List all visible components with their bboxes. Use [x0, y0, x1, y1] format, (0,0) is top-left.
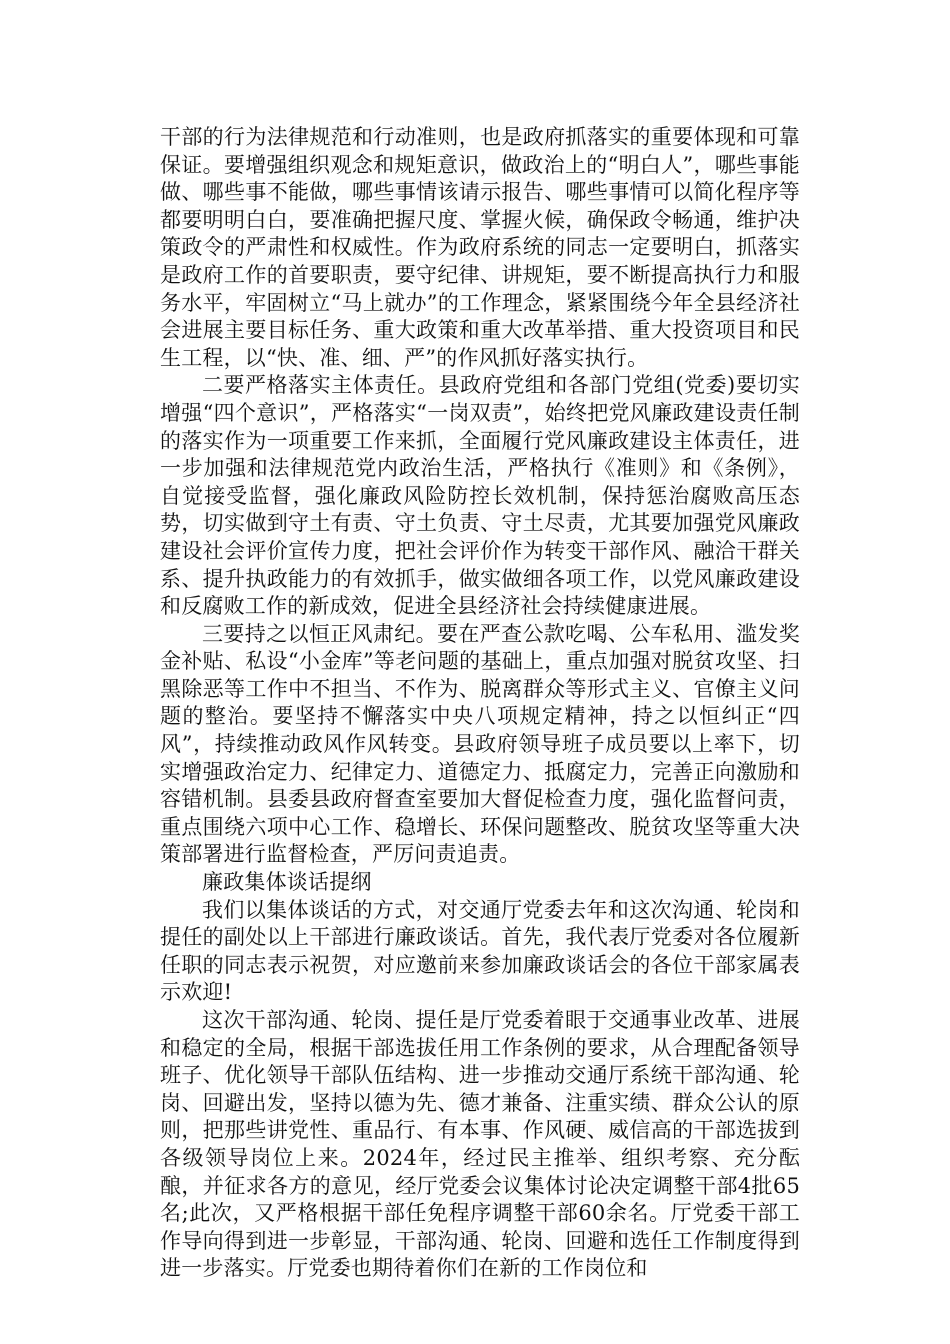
paragraph-cadre-rotation: 这次干部沟通、轮岗、提任是厅党委着眼于交通事业改革、进展和稳定的全局，根据干部选拔任用工作条例的要求，从合理配备领导班子、优化领导干部队伍结构、进一步推动交通厅系统干部沟通、轮岗、回避出发，坚持以德为先、德才兼备、注重实绩、群众公认的原则，把那些讲党性、重品行、有本事、作风硬、威信高的干部选拔到各级领导岗位上来。2024年，经过民主推举、组织考察、充分酝酿，并征求各方的意见，经厅党委会议集体讨论决定调整干部4批65名;此次，又严格根据干部任免程序调整干部60余名。厅党委干部工作导向得到进一步彰显，干部沟通、轮岗、回避和选任工作制度得到进一步落实。厅党委也期待着你们在新的工作岗位和	[160, 1008, 800, 1281]
paragraph-main-responsibility: 二要严格落实主体责任。县政府党组和各部门党组(党委)要切实增强“四个意识”，严格落实“一岗双责”，始终把党风廉政建设责任制的落实作为一项重要工作来抓，全面履行党风廉政建设主体责任，进一步加强和法律规范党内政治生活，严格执行《准则》和《条例》，自觉接受监督，强化廉政风险防控长效机制，保持惩治腐败高压态势，切实做到守土有责、守土负责、守土尽责，尤其要加强党风廉政建设社会评价宣传力度，把社会评价作为转变干部作风、融洽干群关系、提升执政能力的有效抓手，做实做细各项工作，以党风廉政建设和反腐败工作的新成效，促进全县经济社会持续健康进展。	[160, 373, 800, 619]
paragraph-collective-talk-intro: 我们以集体谈话的方式，对交通厅党委去年和这次沟通、轮岗和提任的副处以上干部进行廉政谈话。首先，我代表厅党委对各位履新任职的同志表示祝贺，对应邀前来参加廉政谈话会的各位干部家属表示欢迎!	[160, 897, 800, 1005]
paragraph-rules-and-standards: 干部的行为法律规范和行动准则，也是政府抓落实的重要体现和可靠保证。要增强组织观念和规矩意识，做政治上的“明白人”，哪些事能做、哪些事不能做，哪些事情该请示报告、哪些事情可以简化程序等都要明明白白，要准确把握尺度、掌握火候，确保政令畅通，维护决策政令的严肃性和权威性。作为政府系统的同志一定要明白，抓落实是政府工作的首要职责，要守纪律、讲规矩，要不断提高执行力和服务水平，牢固树立“马上就办”的工作理念，紧紧围绕今年全县经济社会进展主要目标任务、重大政策和重大改革举措、重大投资项目和民生工程，以“快、准、细、严”的作风抓好落实执行。	[160, 125, 800, 370]
section-heading: 廉政集体谈话提纲	[202, 870, 372, 895]
document-body	[160, 124, 800, 1283]
paragraph-rectify-conduct: 三要持之以恒正风肃纪。要在严查公款吃喝、公车私用、滥发奖金补贴、私设“小金库”等老问题的基础上，重点加强对脱贫攻坚、扫黑除恶等工作中不担当、不作为、脱离群众等形式主义、官僚主义问题的整治。要坚持不懈落实中央八项规定精神，持之以恒纠正“四风”，持续推动政风作风转变。县政府领导班子成员要以上率下，切实增强政治定力、纪律定力、道德定力、抵腐定力，完善正向激励和容错机制。县委县政府督查室要加大督促检查力度，强化监督问责，重点围绕六项中心工作、稳增长、环保问题整改、脱贫攻坚等重大决策部署进行监督检查，严厉问责追责。	[160, 621, 800, 867]
